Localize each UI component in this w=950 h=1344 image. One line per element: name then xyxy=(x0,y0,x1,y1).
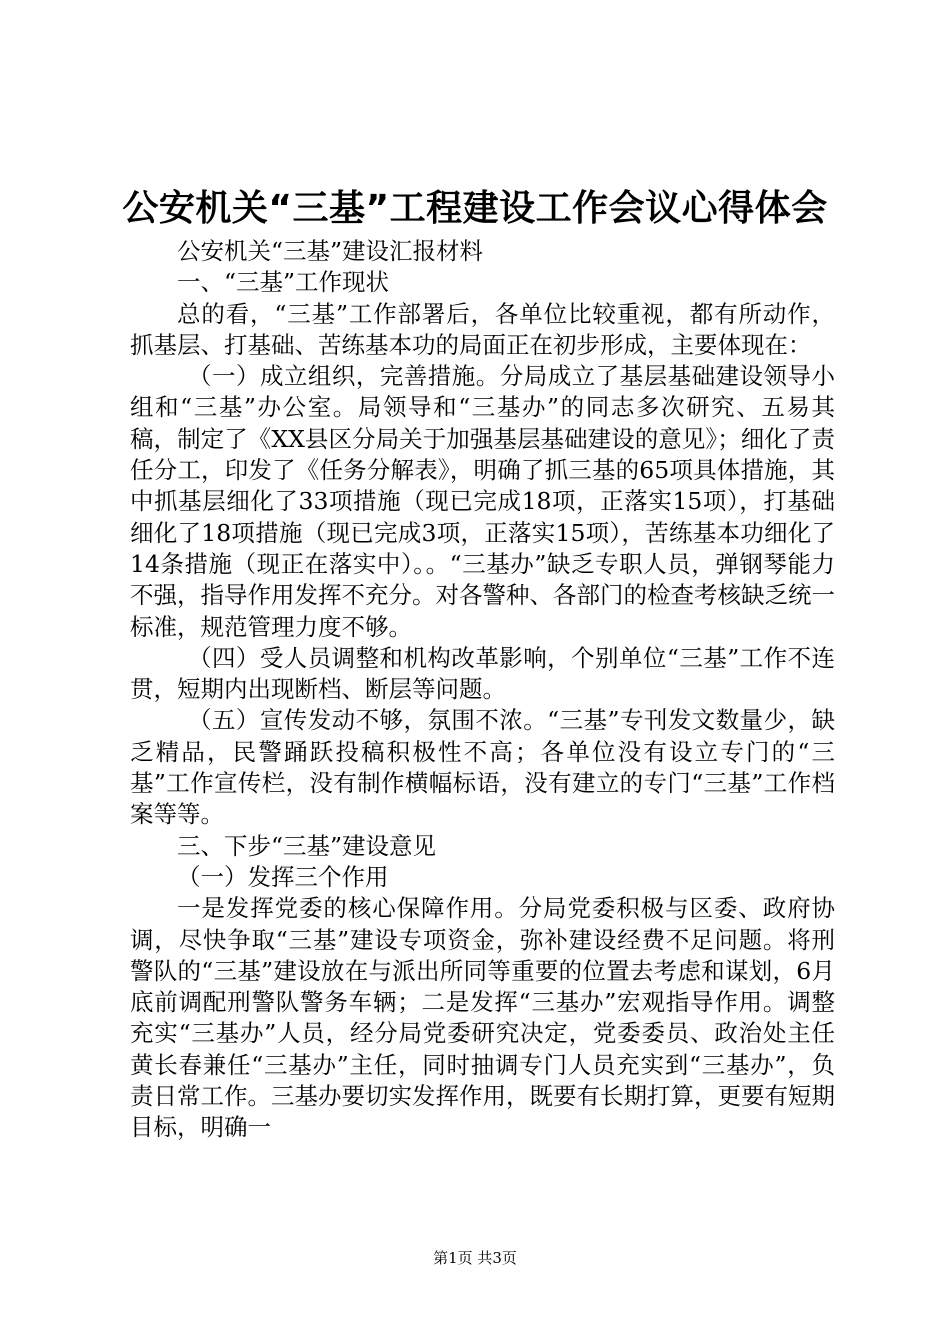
paragraph-item-five: （五）宣传发动不够，氛围不浓。“三基”专刊发文数量少，缺乏精品，民警踊跃投稿积极性不高；各单位没有设立专门的“三基”工作宣传栏，没有制作横幅标语，没有建立的专门“三基”工作档案等等。 xyxy=(130,706,835,829)
page-footer: 第1页 共3页 xyxy=(433,1249,517,1267)
document-title: 公安机关“三基”工程建设工作会议心得体会 xyxy=(122,188,828,229)
paragraph-item-one: （一）成立组织，完善措施。分局成立了基层基础建设领导小组和“三基”办公室。局领导和“三基办”的同志多次研究、五易其稿，制定了《XX县区分局关于加强基层基础建设的意见》；细化了责任分工，印发了《任务分解表》，明确了抓三基的65项具体措施，其中抓基层细化了33项措施（现已完成18项，正落实15项），打基础细化了18项措施（现已完成3项，正落实15项），苦练基本功细化了14条措施（现正在落实中）。。“三基办”缺乏专职人员，弹钢琴能力不强，指导作用发挥不充分。对各警种、各部门的检查考核缺乏统一标准，规范管理力度不够。 xyxy=(130,362,835,641)
paragraph-section-three-heading: 三、下步“三基”建设意见 xyxy=(177,831,437,860)
document-body xyxy=(130,236,835,1144)
paragraph-overview: 总的看，“三基”工作部署后，各单位比较重视，都有所动作，抓基层、打基础、苦练基本功的局面正在初步形成，主要体现在： xyxy=(130,299,835,359)
paragraph-section-one-heading: 一、“三基”工作现状 xyxy=(177,268,390,297)
paragraph-subsection-heading: （一）发挥三个作用 xyxy=(177,862,389,891)
paragraph-item-four: （四）受人员调整和机构改革影响，个别单位“三基”工作不连贯，短期内出现断档、断层等问题。 xyxy=(130,643,835,704)
paragraph-party-role: 一是发挥党委的核心保障作用。分局党委积极与区委、政府协调，尽快争取“三基”建设专项资金，弥补建设经费不足问题。将刑警队的“三基”建设放在与派出所同等重要的位置去考虑和谋划，6月底前调配刑警队警务车辆；二是发挥“三基办”宏观指导作用。调整充实“三基办”人员，经分局党委研究决定，党委委员、政治处主任黄长春兼任“三基办”主任，同时抽调专门人员充实到“三基办”，负责日常工作。三基办要切实发挥作用，既要有长期打算，更要有短期目标，明确一 xyxy=(130,894,835,1142)
paragraph-report-heading: 公安机关“三基”建设汇报材料 xyxy=(177,237,484,265)
